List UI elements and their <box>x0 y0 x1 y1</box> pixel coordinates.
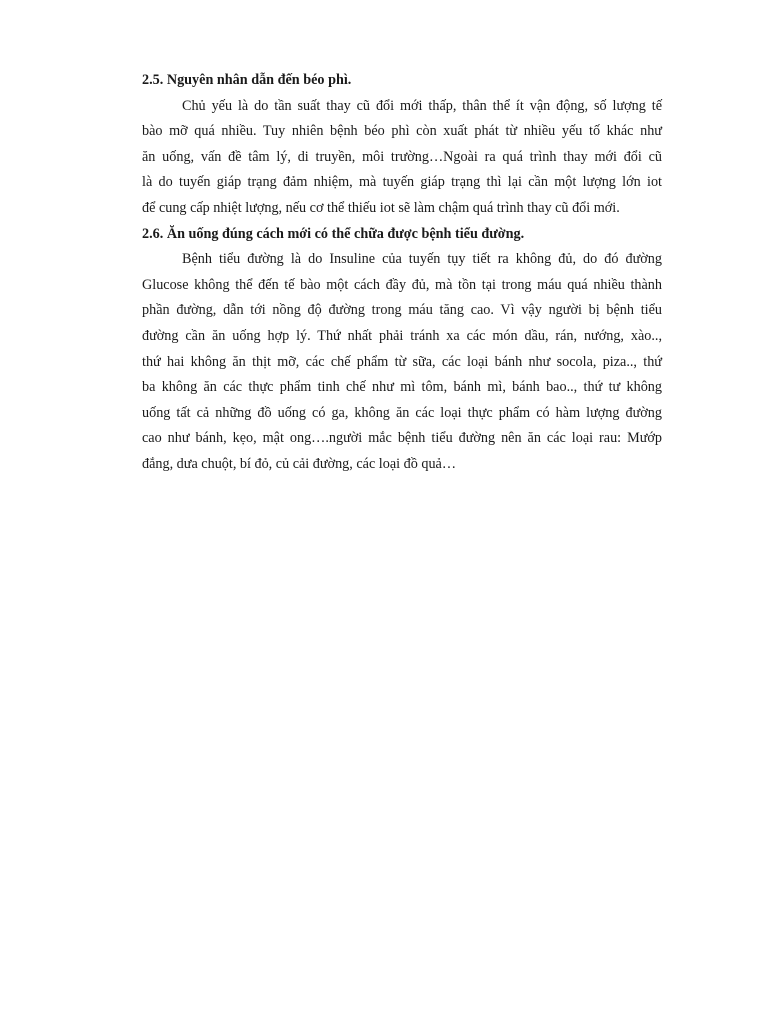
text-line: phần đường, dẫn tới nồng độ đường trong máu tăng cao. Vì vậy người bị bệnh tiểu <box>142 302 662 319</box>
text-line: ăn uống, vấn đề tâm lý, di truyền, môi trường…Ngoài ra quá trình thay mới đổi cũ <box>142 148 662 165</box>
text-line: bào mỡ quá nhiều. Tuy nhiên bệnh béo phì còn xuất phát từ nhiều yếu tố khác như <box>142 123 662 140</box>
text-line: đắng, dưa chuột, bí đỏ, củ cải đường, các loại đồ quả… <box>142 455 457 472</box>
text-line: thứ hai không ăn thịt mỡ, các chế phẩm từ sữa, các loại bánh như socola, piza.., thứ <box>142 353 662 370</box>
text-line: Glucose không thể đến tế bào một cách đầy đủ, mà tồn tại trong máu quá nhiều thành <box>142 276 662 293</box>
text-line: là do tuyến giáp trạng đảm nhiệm, mà tuyến giáp trạng thì lại cần một lượng lớn iot <box>142 174 662 191</box>
text-line: cao như bánh, kẹo, mật ong….người mắc bệnh tiểu đường nên ăn các loại rau: Mướp <box>142 430 662 447</box>
text-line: Chủ yếu là do tần suất thay cũ đổi mới thấp, thân thể ít vận động, số lượng tế <box>182 97 662 114</box>
text-line: để cung cấp nhiệt lượng, nếu cơ thể thiếu iot sẽ làm chậm quá trình thay cũ đổi mới. <box>142 199 620 216</box>
section-2-6 <box>142 222 662 478</box>
text-line: Bệnh tiểu đường là do Insuline của tuyến tụy tiết ra không đủ, do đó đường <box>182 251 662 268</box>
text-line: đường cần ăn uống hợp lý. Thứ nhất phải tránh xa các món dầu, rán, nướng, xào.., <box>142 327 662 344</box>
section-heading: 2.6. Ăn uống đúng cách mới có thể chữa được bệnh tiểu đường. <box>142 225 525 242</box>
document-body <box>142 68 662 478</box>
section-2-5 <box>142 68 662 222</box>
paragraph <box>142 247 662 477</box>
text-line: uống tất cả những đồ uống có ga, không ăn các loại thực phẩm có hàm lượng đường <box>142 404 662 421</box>
text-line: ba không ăn các thực phẩm tinh chế như mì tôm, bánh mì, bánh bao.., thứ tư không <box>142 379 662 396</box>
section-heading: 2.5. Nguyên nhân dẫn đến béo phì. <box>142 72 352 88</box>
paragraph <box>142 94 662 222</box>
